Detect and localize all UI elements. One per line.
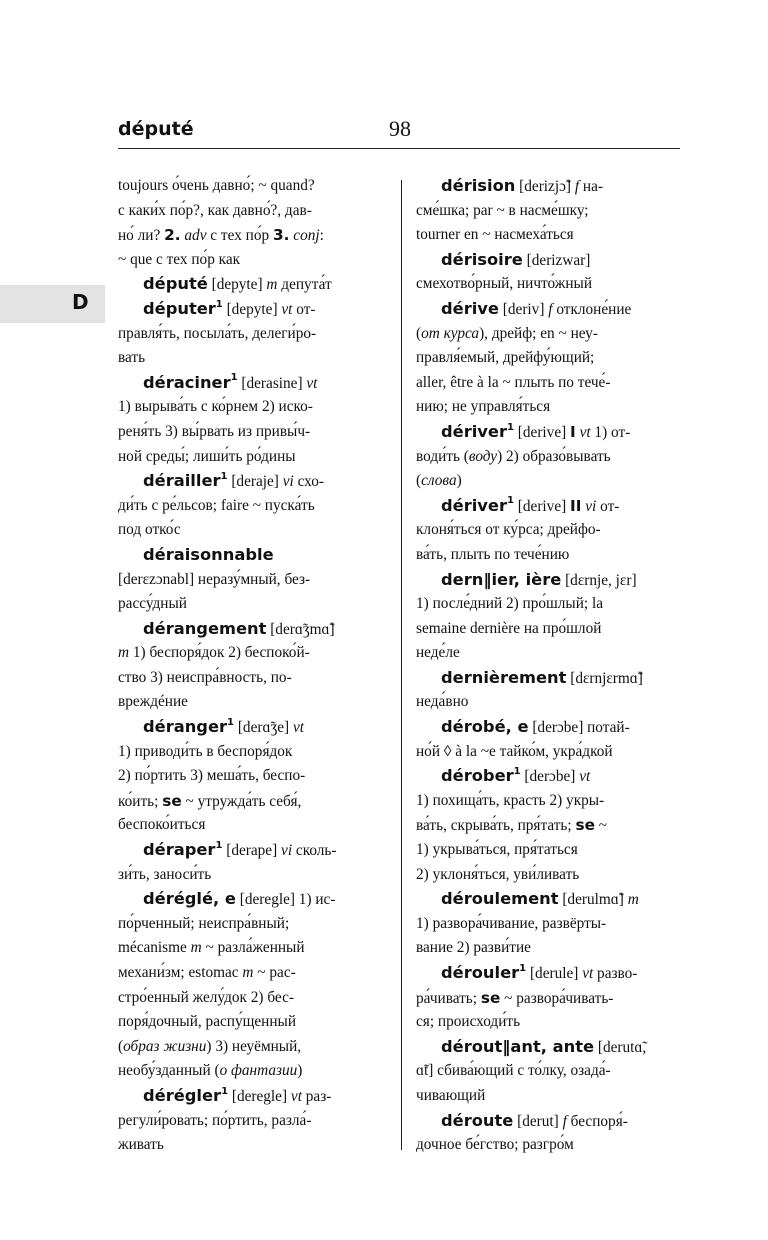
sense-marker: se <box>162 791 182 810</box>
entry-text: ~ утружда́ть себя́, <box>181 792 302 810</box>
text-line <box>118 518 388 543</box>
entry-text: вать <box>118 349 146 367</box>
headword: dérouler$^1$ <box>441 962 527 982</box>
grammar-label: образ жизни <box>123 1037 207 1055</box>
text-line <box>118 764 388 789</box>
text-line <box>118 494 388 519</box>
text-line <box>118 641 388 666</box>
text-line <box>416 272 682 297</box>
entry-text: [derive] <box>513 423 571 441</box>
entry-text: неда́вно <box>416 693 469 711</box>
entry-text: ~ <box>594 817 608 835</box>
entry-text: клоня́ться от ку́рса; дрейфо- <box>416 521 601 539</box>
headword: dern‖ier, ière <box>441 569 562 589</box>
entry-text: ва́ть, плыть по тече́нию <box>416 545 570 563</box>
entry-text: ва́ть, скрыва́ть, пря́тать; <box>416 817 576 835</box>
text-line <box>416 297 682 322</box>
headword: déraper$^1$ <box>143 839 223 860</box>
text-line <box>118 248 388 273</box>
headword: dérout‖ant, ante <box>441 1036 595 1056</box>
entry-text: разво- <box>593 965 638 982</box>
text-line <box>416 863 682 888</box>
headword: dérision <box>441 176 516 195</box>
entry-text: [deraje] <box>227 473 283 491</box>
entry-text: води́ть ( <box>416 447 469 465</box>
text-line <box>118 199 388 224</box>
text-line <box>416 322 682 347</box>
text-line <box>416 223 682 248</box>
text-line <box>118 617 388 642</box>
text-line <box>416 1133 682 1158</box>
entry-text: сколь- <box>292 842 337 860</box>
entry-text: [derasine] <box>237 374 307 392</box>
text-line <box>118 272 388 297</box>
entry-text: ~ разла́женный <box>201 939 305 957</box>
entry-text: 1) развора́чивание, развёрты- <box>416 914 607 932</box>
entry-text: [derizwar] <box>522 251 591 269</box>
text-line <box>118 1059 388 1084</box>
entry-text: [derutɑ̃, <box>594 1038 647 1056</box>
entry-text: ~ развора́чивать- <box>500 989 614 1007</box>
headword: déraisonnable <box>143 544 274 564</box>
entry-text: [derule] <box>526 965 583 982</box>
grammar-label: vt <box>582 965 594 982</box>
entry-text: от- <box>292 300 316 318</box>
entry-text: сме́шка; par ~ в насме́шку; <box>416 201 589 219</box>
text-line <box>118 740 388 765</box>
text-line <box>416 1059 682 1084</box>
entry-text: [dɛrnjɛrmɑ̃] <box>566 669 643 687</box>
headword: déroulement <box>441 889 559 909</box>
sense-marker: se <box>480 988 501 1007</box>
text-line <box>416 887 682 912</box>
homonym-index: 1 <box>507 495 514 507</box>
left-column <box>118 174 388 1158</box>
entry-text: ( <box>416 324 422 342</box>
entry-text: [derut] <box>513 1112 563 1130</box>
text-line <box>118 789 388 814</box>
entry-text: [depyte] <box>222 300 282 318</box>
thumb-index-letter: D <box>72 290 89 314</box>
entry-text: [derɑ̃ʒe] <box>234 719 293 737</box>
text-line <box>118 568 388 593</box>
text-line <box>416 789 682 814</box>
text-line <box>416 936 682 961</box>
text-line <box>118 887 388 912</box>
grammar-label: adv <box>184 227 207 245</box>
grammar-label: m <box>190 939 202 957</box>
text-line <box>416 715 682 740</box>
text-line <box>416 518 682 543</box>
entry-text: необу́зданный ( <box>118 1062 220 1080</box>
text-line <box>416 346 682 371</box>
homonym-index: 1 <box>215 839 223 851</box>
homonym-index: 1 <box>507 421 514 433</box>
grammar-label: vt <box>292 719 304 737</box>
headword: dériver$^1$ <box>441 495 514 515</box>
headword: dernièrement <box>441 667 567 687</box>
grammar-label: f <box>562 1112 567 1130</box>
entry-text: [derɔbe] <box>520 768 580 786</box>
entry-text: 1) похища́ть, красть 2) укры- <box>416 791 605 809</box>
text-line <box>416 199 682 224</box>
entry-text: механи́зм; estomac <box>118 964 243 981</box>
entry-text: неде́ле <box>416 644 460 662</box>
homonym-index: 1 <box>513 765 521 777</box>
text-line <box>416 1010 682 1035</box>
entry-text: [derulmɑ̃] <box>558 891 628 909</box>
text-line <box>416 641 682 666</box>
entry-text: по́рченный; неиспра́вный; <box>118 914 290 932</box>
entry-text: на- <box>579 178 603 195</box>
entry-text: ( <box>118 1037 124 1055</box>
grammar-label: от курса <box>421 324 480 342</box>
text-line <box>118 912 388 937</box>
entry-text: с каки́х по́р?, как давно́?, дав- <box>118 201 312 219</box>
text-line <box>416 666 682 691</box>
entry-text: 1) беспоря́док 2) беспоко́й- <box>129 644 310 662</box>
text-line <box>416 617 682 642</box>
header-rule <box>118 148 680 149</box>
entry-text: живать <box>118 1136 164 1154</box>
grammar-label: vt <box>306 374 318 392</box>
text-line <box>118 420 388 445</box>
text-line <box>416 690 682 715</box>
entry-text: ) <box>456 472 462 490</box>
grammar-label: conj <box>293 227 320 245</box>
entry-text: ) <box>297 1062 303 1080</box>
headword: dérobé, e <box>441 717 529 737</box>
headword: déroute <box>441 1110 514 1130</box>
text-line <box>118 813 388 838</box>
entry-text: [deregle] 1) ис- <box>235 891 336 909</box>
homonym-index: 1 <box>519 962 527 974</box>
text-line <box>118 838 388 863</box>
column-divider <box>401 180 402 1150</box>
headword: déraciner$^1$ <box>143 372 238 392</box>
sense-marker: se <box>575 816 595 835</box>
text-line <box>416 1109 682 1134</box>
entry-text: ство 3) неиспра́вность, по- <box>118 668 292 686</box>
text-line <box>416 543 682 568</box>
text-line <box>416 764 682 789</box>
entry-text: реня́ть 3) вы́рвать из привы́ч- <box>118 422 311 440</box>
text-line <box>118 174 388 199</box>
entry-text: ~ que с тех по́р как <box>118 250 241 268</box>
entry-text: ся; происходи́ть <box>416 1013 521 1031</box>
text-line <box>118 445 388 470</box>
entry-text: 1) вырыва́ть с ко́рнем 2) иско- <box>118 398 313 416</box>
text-line <box>416 568 682 593</box>
entry-text: нию; не управля́ться <box>416 398 551 416</box>
text-line <box>416 494 682 519</box>
text-line <box>118 986 388 1011</box>
entry-text: 2) по́ртить 3) меша́ть, беспо- <box>118 767 306 785</box>
entry-text: стро́енный желу́док 2) бес- <box>118 988 294 1006</box>
grammar-label: vt <box>290 1087 302 1105</box>
text-line <box>416 1084 682 1109</box>
text-line <box>118 715 388 740</box>
running-head: député <box>118 118 194 140</box>
entry-text: рассу́дный <box>118 595 187 613</box>
text-line <box>416 813 682 838</box>
headword: députer$^1$ <box>143 298 223 318</box>
right-column <box>416 174 682 1158</box>
text-line <box>118 690 388 715</box>
entry-text: 2) уклоня́ться, уви́ливать <box>416 865 580 883</box>
grammar-label: vi <box>282 473 294 491</box>
homonym-index: 1 <box>227 716 234 728</box>
grammar-label: о фантазии <box>219 1062 298 1080</box>
entry-text: semaine dernière на про́шлой <box>416 619 602 637</box>
entry-text: [deriv] <box>498 300 549 318</box>
headword: dérangement <box>143 618 267 638</box>
grammar-label: m <box>118 644 130 662</box>
text-line <box>416 1035 682 1060</box>
text-line <box>416 174 682 199</box>
entry-text: зи́ть, заноси́ть <box>118 865 212 883</box>
text-line <box>118 1109 388 1134</box>
grammar-label: m <box>242 964 254 981</box>
entry-text: 1) приводи́ть в беспоря́док <box>118 742 293 760</box>
entry-text: mécanisme <box>118 939 191 957</box>
homonym-index: 1 <box>221 1085 229 1097</box>
headword: dérégler$^1$ <box>143 1085 229 1105</box>
text-line <box>416 395 682 420</box>
entry-text: [dɛrnje, jɛr] <box>561 571 637 589</box>
text-line <box>118 1084 388 1109</box>
entry-text: отклоне́ние <box>552 300 632 318</box>
entry-text: 1) от- <box>590 423 631 441</box>
entry-text: ной среды́; лиши́ть ро́дины <box>118 447 296 465</box>
entry-text: [derizjɔ̃] <box>515 178 575 195</box>
grammar-label: f <box>574 178 580 195</box>
entry-text: но́ ли? <box>118 227 165 245</box>
text-line <box>118 1035 388 1060</box>
entry-text: беспоря́- <box>566 1112 628 1130</box>
entry-text: ~ рас- <box>253 964 296 981</box>
grammar-label: воду <box>468 447 498 465</box>
entry-text: ( <box>416 472 422 490</box>
entry-text: : <box>319 227 324 245</box>
headword: dérailler$^1$ <box>143 470 228 491</box>
text-line <box>416 986 682 1011</box>
entry-text: ди́ть с ре́льсов; faire ~ пуска́ть <box>118 496 315 514</box>
text-line <box>118 469 388 494</box>
text-line <box>416 469 682 494</box>
entry-text: [depyte] <box>207 276 267 294</box>
grammar-label: vi <box>585 497 597 515</box>
entry-text: правля́ть, посыла́ть, делеги́ро- <box>118 324 317 342</box>
text-line <box>118 346 388 371</box>
text-line <box>118 371 388 396</box>
homonym-index: 1 <box>230 372 238 384</box>
headword: dérisoire <box>441 249 523 269</box>
entry-text: под отко́с <box>118 521 181 539</box>
text-line <box>118 543 388 568</box>
entry-text: [derɔbe] потай- <box>528 719 630 737</box>
entry-text: ) 3) неуёмный, <box>206 1037 302 1055</box>
headword: dérive <box>441 298 499 318</box>
text-line <box>118 223 388 248</box>
text-line <box>416 838 682 863</box>
sense-marker: I <box>570 422 576 441</box>
entry-text: [derɑ̃ʒmɑ̃] <box>266 620 335 638</box>
entry-text: регули́ровать; по́ртить, разла́- <box>118 1111 312 1129</box>
entry-text: вание 2) разви́тие <box>416 939 531 957</box>
entry-text: [deregle] <box>228 1087 291 1105</box>
text-line <box>416 912 682 937</box>
text-line <box>416 961 682 986</box>
text-line <box>118 863 388 888</box>
entry-text: [derape] <box>222 842 282 860</box>
entry-text: 1) после́дний 2) про́шлый; la <box>416 595 603 613</box>
grammar-label: m <box>266 276 278 294</box>
grammar-label: vt <box>281 300 293 318</box>
entry-text: схо- <box>293 473 324 491</box>
page-number: 98 <box>389 116 411 141</box>
entry-text: с тех по́р <box>206 227 273 245</box>
headword: dériver$^1$ <box>441 421 514 441</box>
entry-text: вреждéние <box>118 693 188 711</box>
text-line <box>118 936 388 961</box>
text-line <box>118 1133 388 1158</box>
sense-marker: 2. <box>164 226 181 245</box>
sense-marker: II <box>570 496 582 515</box>
entry-text: tourner en ~ насмеха́ться <box>416 226 574 244</box>
text-line <box>416 248 682 273</box>
entry-text: депута́т <box>277 276 332 294</box>
grammar-label: слова <box>421 472 457 490</box>
entry-text: [derive] <box>513 497 571 515</box>
text-line <box>416 371 682 396</box>
entry-text: от- <box>596 497 620 515</box>
headword: député <box>143 274 208 294</box>
entry-text: toujours о́чень давно́; ~ quand? <box>118 177 315 194</box>
entry-text: ра́чивать; <box>416 989 481 1007</box>
entry-text: [derɛzɔnabl] неразу́мный, без- <box>118 570 311 588</box>
entry-text: правля́емый, дрейфу́ющий; <box>416 349 595 367</box>
sense-marker: 3. <box>272 226 290 245</box>
text-line <box>416 420 682 445</box>
homonym-index: 1 <box>220 470 228 482</box>
text-line <box>118 322 388 347</box>
entry-text: смехотво́рный, ничто́жный <box>416 275 593 293</box>
grammar-label: vt <box>579 768 591 786</box>
entry-text: чивающий <box>416 1086 486 1104</box>
entry-text: дочное бе́гство; разгро́м <box>416 1136 574 1154</box>
entry-text: aller, être à la ~ плыть по тече́- <box>416 373 611 391</box>
grammar-label: m <box>627 891 639 909</box>
entry-text: ), дрейф; en ~ неу- <box>479 324 598 342</box>
grammar-label: vi <box>281 842 293 860</box>
entry-text: 1) укрыва́ться, пря́таться <box>416 841 578 859</box>
text-line <box>118 395 388 420</box>
text-line <box>118 592 388 617</box>
headword: déranger$^1$ <box>143 716 234 737</box>
entry-text: ɑ̃t] сбива́ющий с то́лку, озада́- <box>416 1062 611 1080</box>
headword: déréglé, e <box>143 889 236 909</box>
grammar-label: vt <box>579 423 591 441</box>
text-line <box>118 297 388 322</box>
entry-text: поря́дочный, распу́щенный <box>118 1013 297 1031</box>
homonym-index: 1 <box>215 298 223 310</box>
entry-text: раз- <box>301 1087 332 1105</box>
grammar-label: f <box>548 300 553 318</box>
entry-text: но́й ◊ à la ~e тайко́м, укра́дкой <box>416 742 613 760</box>
headword: dérober$^1$ <box>441 765 521 786</box>
text-line <box>416 592 682 617</box>
text-line <box>118 1010 388 1035</box>
text-line <box>118 666 388 691</box>
text-line <box>416 740 682 765</box>
text-line <box>416 445 682 470</box>
entry-text: беспоко́иться <box>118 816 206 834</box>
thumb-index-tab <box>0 285 105 323</box>
entry-text: ) 2) образо́вывать <box>497 447 611 465</box>
text-line <box>118 961 388 986</box>
entry-text: ко́ить; <box>118 792 163 810</box>
